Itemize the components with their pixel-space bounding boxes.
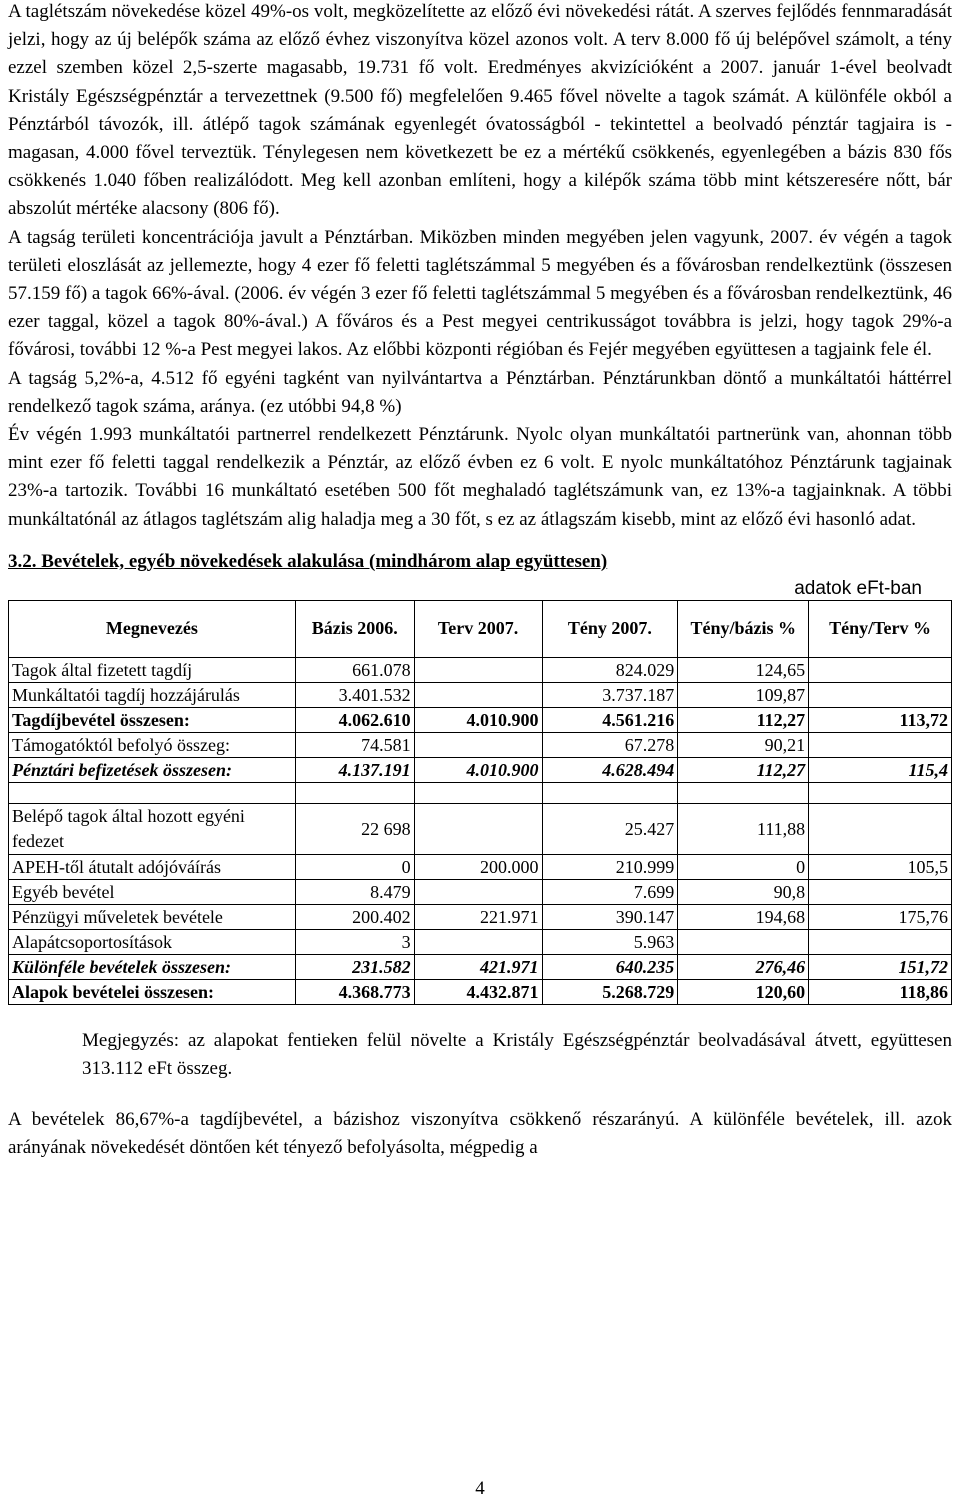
- page-number: 4: [475, 1478, 485, 1499]
- table-row: [9, 879, 952, 904]
- table-cell: [295, 782, 414, 803]
- table-row: [9, 854, 952, 879]
- revenue-table: [8, 600, 952, 1005]
- table-cell: 115,4: [809, 757, 952, 782]
- table-header-row: [9, 600, 952, 657]
- paragraph-regional-concentration: A tagság területi koncentrációja javult a Pénztárban. Miközben minden megyében jelen vagyunk, 2007. év végén a tagok területi eloszlását az jellemezte, hogy 4 ezer fő feletti taglétszámmal 5 megyében és a fővárosban rendelkeztünk (összesen 57.159 fő) a tagok 66%-ával. (2006. év végén 3 ezer fő feletti taglétszámmal 5 megyében és a fővárosban rendelkeztünk, 46 ezer taggal, közel a tagok 80%-ával.) A főváros és a Pest megyei centrikusságot továbbra is jelzi, hogy tagok 29%-a fővárosi, további 12 %-a Pest megyei lakos. Az előbbi központi régióban és Fejér megyében együttesen a tagjaink fele él.: [8, 226, 952, 361]
- table-cell: [809, 682, 952, 707]
- table-row: [9, 803, 952, 854]
- table-cell: 4.561.216: [542, 707, 678, 732]
- table-cell: 276,46: [678, 954, 809, 979]
- table-cell: 0: [678, 854, 809, 879]
- table-cell: 194,68: [678, 904, 809, 929]
- table-cell: 109,87: [678, 682, 809, 707]
- table-cell: [542, 782, 678, 803]
- table-cell: 4.010.900: [414, 757, 542, 782]
- table-cell: 7.699: [542, 879, 678, 904]
- paragraph-employer-partners: Év végén 1.993 munkáltatói partnerrel rendelkezett Pénztárunk. Nyolc olyan munkáltatói partnerünk van, ahonnan több mint ezer fő feletti taggal rendelkezik a Pénztár, az előző évben ez 6 volt. E nyolc munkáltatóhoz Pénztárunk tagjainak 23%-a tartozik. További 16 munkáltató esetében 500 főt meghaladó taglétszámunk van, ez 13%-a tagjainknak. A többi munkáltatónál az átlagos taglétszám alig haladja meg a 30 főt, s ez az átlagszám kisebb, mint az előző évi hasonló adat.: [8, 424, 952, 530]
- row-label: Tagok által fizetett tagdíj: [9, 657, 296, 682]
- table-cell: 8.479: [295, 879, 414, 904]
- table-cell: 5.268.729: [542, 979, 678, 1004]
- table-cell: 90,8: [678, 879, 809, 904]
- table-cell: 22 698: [295, 803, 414, 854]
- table-row: [9, 682, 952, 707]
- table-cell: 4.137.191: [295, 757, 414, 782]
- row-label: Tagdíjbevétel összesen:: [9, 707, 296, 732]
- header-base-2006: Bázis 2006.: [295, 600, 414, 657]
- table-cell: [414, 929, 542, 954]
- table-cell: 210.999: [542, 854, 678, 879]
- table-row: [9, 757, 952, 782]
- table-row: [9, 707, 952, 732]
- table-cell: 4.062.610: [295, 707, 414, 732]
- table-cell: [809, 879, 952, 904]
- paragraph-individual-members: A tagság 5,2%-a, 4.512 fő egyéni tagként van nyilvántartva a Pénztárban. Pénztárunkban döntő a munkáltatói háttérrel rendelkező tagok száma, aránya. (ez utóbbi 94,8 %): [8, 367, 952, 417]
- table-row: [9, 979, 952, 1004]
- table-cell: 3: [295, 929, 414, 954]
- row-label: Különféle bevételek összesen:: [9, 954, 296, 979]
- table-cell: 200.402: [295, 904, 414, 929]
- table-cell: 118,86: [809, 979, 952, 1004]
- header-name: Megnevezés: [9, 600, 296, 657]
- table-cell: 200.000: [414, 854, 542, 879]
- table-cell: 824.029: [542, 657, 678, 682]
- table-cell: 390.147: [542, 904, 678, 929]
- table-cell: [809, 732, 952, 757]
- row-label: Egyéb bevétel: [9, 879, 296, 904]
- paragraph-membership-growth: A taglétszám növekedése közel 49%-os volt, megközelítette az előző évi növekedési rátát. A szerves fejlődés fennmaradását jelzi, hogy az új belépők száma az előző évhez viszonyítva közel azonos volt. A terv 8.000 fő új belépővel számolt, a tény ezzel szemben közel 2,5-szerte magasabb, 19.731 fő volt. Eredményes akvizícióként a 2007. január 1-ével beolvadt Kristály Egészségpénztár a tervezettnek (9.500 fő) megfelelően 9.465 fővel növelte a tagok számát. A különféle okból a Pénztárból távozók, ill. átlépő tagok számának egyenlegét óvatosságból - tekintettel a beolvadó pénztár tagjaira is - magasan, 4.000 fővel terveztük. Ténylegesen nem következett be ez a mértékű csökkenés, egyenlegében a bázis 830 fős csökkenés 1.040 főben realizálódott. Meg kell azonban említeni, hogy a kilépők száma több mint kétszeresére nőtt, bár abszolút mértéke alacsony (806 fő).: [8, 1, 952, 220]
- table-cell: 112,27: [678, 707, 809, 732]
- table-body: [9, 657, 952, 1004]
- table-cell: [678, 929, 809, 954]
- units-caption: adatok eFt-ban: [794, 577, 922, 599]
- header-actual-2007: Tény 2007.: [542, 600, 678, 657]
- table-cell: 124,65: [678, 657, 809, 682]
- table-cell: 25.427: [542, 803, 678, 854]
- table-cell: 112,27: [678, 757, 809, 782]
- row-label: APEH-től átutalt adójóváírás: [9, 854, 296, 879]
- table-cell: 120,60: [678, 979, 809, 1004]
- table-cell: 111,88: [678, 803, 809, 854]
- table-cell: 113,72: [809, 707, 952, 732]
- section-heading: 3.2. Bevételek, egyéb növekedések alakulása (mindhárom alap együttesen): [8, 550, 608, 572]
- table-cell: 3.401.532: [295, 682, 414, 707]
- row-label: Pénztári befizetések összesen:: [9, 757, 296, 782]
- closing-paragraph: A bevételek 86,67%-a tagdíjbevétel, a bázishoz viszonyítva csökkenő részarányú. A különféle bevételek, ill. azok arányának növekedését döntően két tényező befolyásolta, mégpedig a: [8, 1108, 952, 1159]
- row-label: [9, 782, 296, 803]
- table-cell: 4.628.494: [542, 757, 678, 782]
- table-cell: 231.582: [295, 954, 414, 979]
- table-cell: [414, 879, 542, 904]
- table-cell: 90,21: [678, 732, 809, 757]
- table-cell: 640.235: [542, 954, 678, 979]
- table-cell: 4.432.871: [414, 979, 542, 1004]
- table-cell: 175,76: [809, 904, 952, 929]
- table-cell: 4.368.773: [295, 979, 414, 1004]
- table-cell: 221.971: [414, 904, 542, 929]
- table-row: [9, 904, 952, 929]
- table-cell: [414, 657, 542, 682]
- row-label: Alapátcsoportosítások: [9, 929, 296, 954]
- table-cell: 661.078: [295, 657, 414, 682]
- table-cell: [414, 682, 542, 707]
- table-cell: [414, 803, 542, 854]
- row-label: Pénzügyi műveletek bevétele: [9, 904, 296, 929]
- table-cell: [678, 782, 809, 803]
- table-row: [9, 657, 952, 682]
- table-cell: 67.278: [542, 732, 678, 757]
- row-label: Belépő tagok által hozott egyéni fedezet: [9, 803, 296, 854]
- table-cell: 0: [295, 854, 414, 879]
- table-row: [9, 929, 952, 954]
- table-cell: [809, 782, 952, 803]
- table-cell: [414, 782, 542, 803]
- table-spacer-row: [9, 782, 952, 803]
- table-cell: 151,72: [809, 954, 952, 979]
- table-cell: [414, 732, 542, 757]
- table-cell: 421.971: [414, 954, 542, 979]
- header-plan-2007: Terv 2007.: [414, 600, 542, 657]
- document-page: [8, 0, 952, 1162]
- header-actual-base-ratio: Tény/bázis %: [678, 600, 809, 657]
- row-label: Támogatóktól befolyó összeg:: [9, 732, 296, 757]
- table-cell: 74.581: [295, 732, 414, 757]
- table-row: [9, 954, 952, 979]
- row-label: Alapok bevételei összesen:: [9, 979, 296, 1004]
- intro-text: [8, 0, 952, 534]
- table-cell: [809, 803, 952, 854]
- table-cell: [809, 929, 952, 954]
- table-cell: [809, 657, 952, 682]
- table-cell: 5.963: [542, 929, 678, 954]
- table-row: [9, 732, 952, 757]
- header-actual-plan-ratio: Tény/Terv %: [809, 600, 952, 657]
- table-cell: 4.010.900: [414, 707, 542, 732]
- table-note: Megjegyzés: az alapokat fentieken felül növelte a Kristály Egészségpénztár beolvadásával átvett, együttesen 313.112 eFt összeg.: [82, 1029, 952, 1079]
- table-cell: 105,5: [809, 854, 952, 879]
- table-cell: 3.737.187: [542, 682, 678, 707]
- row-label: Munkáltatói tagdíj hozzájárulás: [9, 682, 296, 707]
